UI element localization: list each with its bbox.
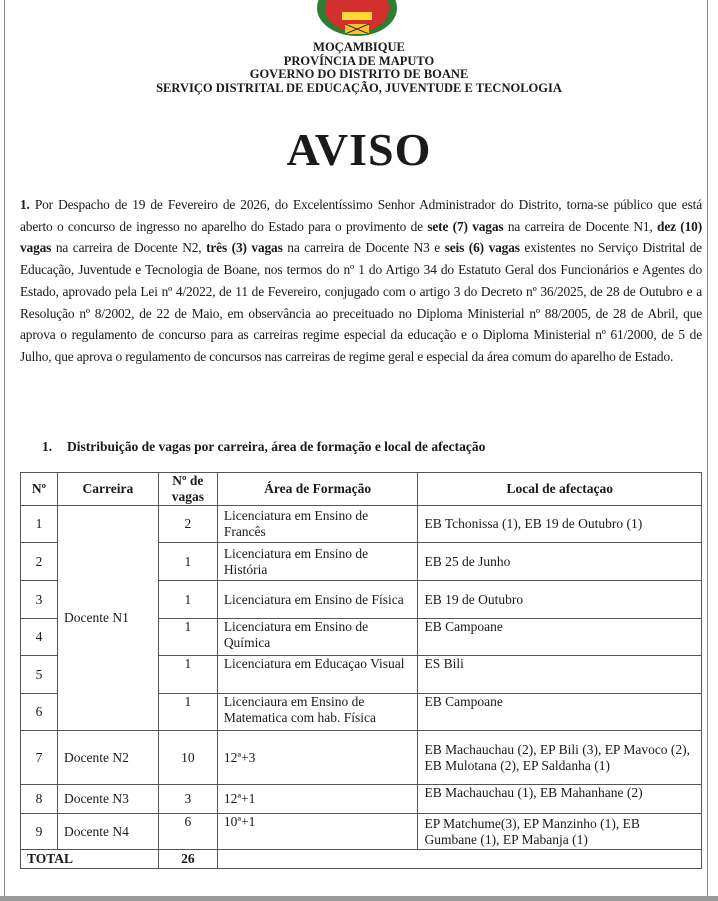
bold-text: dez (10) vagas bbox=[20, 218, 703, 256]
table-row bbox=[21, 506, 702, 543]
notice-paragraph bbox=[20, 194, 702, 368]
cell-local: ES Bili bbox=[418, 656, 702, 694]
cell-area: Licenciatura em Ensino de Física bbox=[217, 581, 418, 619]
paragraph-number: 1. bbox=[20, 197, 30, 212]
cell-vagas: 6 bbox=[158, 814, 217, 850]
cell-vagas: 2 bbox=[158, 506, 217, 543]
cell-area: 12ª+3 bbox=[217, 731, 418, 785]
cell-carreira: Docente N1 bbox=[57, 506, 158, 731]
header-vagas: Nº de vagas bbox=[158, 473, 217, 506]
table-row bbox=[21, 731, 702, 785]
cell-carreira: Docente N3 bbox=[57, 785, 158, 814]
header-local: Local de afectaçao bbox=[418, 473, 702, 506]
table-header-row bbox=[21, 473, 702, 506]
cell-vagas: 3 bbox=[158, 785, 217, 814]
bold-text: sete (7) vagas bbox=[427, 218, 504, 234]
cell-area: Licenciatura em Ensino de Francês bbox=[217, 506, 418, 543]
cell-vagas: 10 bbox=[158, 731, 217, 785]
cell-area: Licenciatura em Ensino de História bbox=[217, 543, 418, 581]
cell-vagas: 1 bbox=[158, 543, 217, 581]
total-label: TOTAL bbox=[21, 850, 159, 869]
cell-no: 3 bbox=[21, 581, 58, 619]
cell-vagas: 1 bbox=[158, 581, 217, 619]
table-row bbox=[21, 785, 702, 814]
cell-area: Licenciatura em Educaçao Visual bbox=[217, 656, 418, 694]
cell-no: 9 bbox=[21, 814, 58, 850]
cell-no: 7 bbox=[21, 731, 58, 785]
text: na carreira de Docente N3 e bbox=[282, 240, 445, 256]
total-empty bbox=[217, 850, 701, 869]
letterhead-government: GOVERNO DO DISTRITO DE BOANE bbox=[249, 67, 469, 81]
page-bottom-edge bbox=[0, 896, 718, 901]
header-area: Área de Formação bbox=[217, 473, 418, 506]
total-row bbox=[21, 850, 702, 869]
cell-local: EB Machauchau (1), EB Mahanhane (2) bbox=[418, 785, 702, 814]
table-row bbox=[21, 814, 702, 850]
cell-area: 10ª+1 bbox=[217, 814, 418, 850]
total-value: 26 bbox=[158, 850, 217, 869]
mozambique-emblem-icon bbox=[312, 0, 402, 36]
bold-text: seis (6) vagas bbox=[444, 240, 520, 256]
section-title: Distribuição de vagas por carreira, área de formação e local de afectação bbox=[67, 439, 486, 454]
cell-area: Licenciaura em Ensino de Matematica com hab. Física bbox=[217, 694, 418, 731]
cell-no: 1 bbox=[21, 506, 58, 543]
document-title: AVISO bbox=[286, 124, 432, 175]
cell-no: 2 bbox=[21, 543, 58, 581]
cell-local: EB 25 de Junho bbox=[418, 543, 702, 581]
text: existentes no Serviço Distrital de Educação, Juventude e Tecnologia de Boane, nos termos do nº 1 do Artigo 34 do Estatuto Geral dos Funcionários e Agentes do Estado, aprovado pela Lei nº 4/2022, de 11 de Fevereiro, conjugado com o artigo 3 do Decreto nº 36/2025, de 28 de Outubro e a Resolução nº 8/2002, de 22 de Maio, em observância ao preceituado no Diploma Ministerial nº 88/2005, de 28 de Abril, que aprova o regulamento de concurso para as carreiras regime especial da educação e o Diploma Ministerial nº 61/2000, de 5 de Julho, que aprova o regulamento de concursos nas carreiras de regime geral e especial da área comum do aparelho de Estado. bbox=[20, 240, 702, 364]
letterhead bbox=[0, 41, 718, 95]
cell-vagas: 1 bbox=[158, 619, 217, 656]
cell-no: 8 bbox=[21, 785, 58, 814]
section-heading bbox=[42, 439, 485, 455]
section-number: 1. bbox=[42, 439, 53, 454]
cell-local: EB Campoane bbox=[418, 694, 702, 731]
text: na carreira de Docente N2, bbox=[51, 240, 207, 256]
cell-local: EB Campoane bbox=[418, 619, 702, 656]
cell-carreira: Docente N4 bbox=[57, 814, 158, 850]
header-no: Nº bbox=[21, 473, 58, 506]
cell-local: EP Matchume(3), EP Manzinho (1), EB Gumbane (1), EP Mabanja (1) bbox=[418, 814, 702, 850]
cell-no: 4 bbox=[21, 619, 58, 656]
header-carreira: Carreira bbox=[57, 473, 158, 506]
text: na carreira de Docente N1, bbox=[503, 218, 658, 234]
cell-no: 6 bbox=[21, 694, 58, 731]
letterhead-country: MOÇAMBIQUE bbox=[313, 40, 405, 54]
text: Por Despacho de 19 de Fevereiro de 2026, do Excelentíssimo Senhor Administrador do Distrito, torna-se público que está aberto o concurso de ingresso no aparelho do Estado para o provimento de bbox=[20, 197, 702, 234]
cell-no: 5 bbox=[21, 656, 58, 694]
bold-text: três (3) vagas bbox=[206, 240, 283, 256]
cell-local: EB Machauchau (2), EP Bili (3), EP Mavoco (2), EB Mulotana (2), EP Saldanha (1) bbox=[418, 731, 702, 785]
cell-area: Licenciatura em Ensino de Química bbox=[217, 619, 418, 656]
cell-vagas: 1 bbox=[158, 656, 217, 694]
cell-area: 12ª+1 bbox=[217, 785, 418, 814]
cell-carreira: Docente N2 bbox=[57, 731, 158, 785]
letterhead-province: PROVÍNCIA DE MAPUTO bbox=[283, 53, 435, 68]
vacancy-table bbox=[20, 472, 702, 869]
cell-vagas: 1 bbox=[158, 694, 217, 731]
cell-local: EB Tchonissa (1), EB 19 de Outubro (1) bbox=[418, 506, 702, 543]
letterhead-service: SERVIÇO DISTRITAL DE EDUCAÇÃO, JUVENTUDE E TECNOLOGIA bbox=[156, 80, 562, 95]
cell-local: EB 19 de Outubro bbox=[418, 581, 702, 619]
